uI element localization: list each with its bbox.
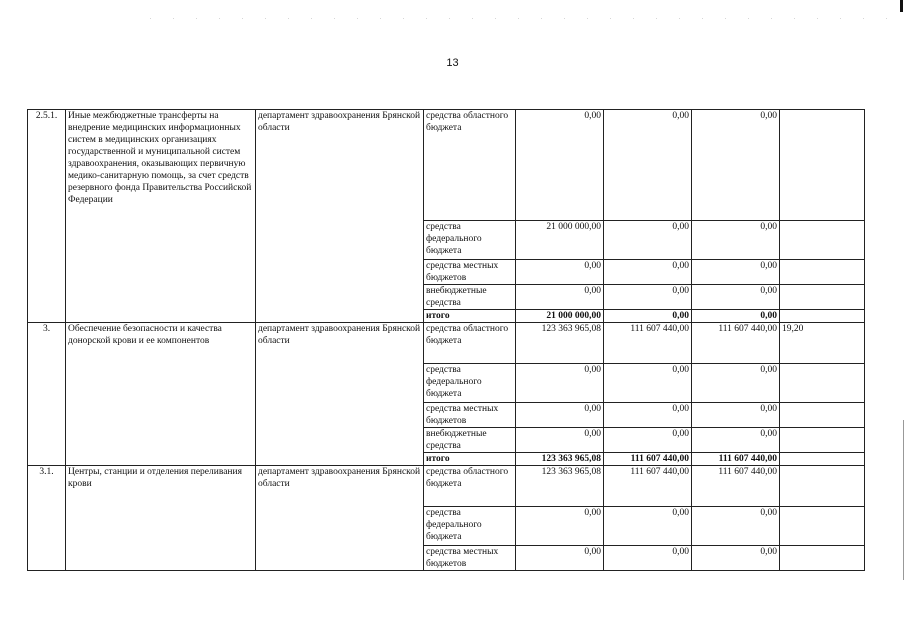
extra-cell	[780, 260, 865, 285]
scan-edge-line	[903, 420, 904, 580]
value-cell: 111 607 440,00	[692, 466, 780, 507]
value-cell: 0,00	[692, 285, 780, 310]
value-cell: 0,00	[692, 507, 780, 546]
value-cell: 0,00	[692, 546, 780, 571]
extra-cell: 19,20	[780, 323, 865, 364]
source-label: средства областного бюджета	[424, 466, 516, 507]
value-cell: 0,00	[516, 260, 604, 285]
value-cell: 0,00	[604, 546, 692, 571]
source-label: средства местных бюджетов	[424, 403, 516, 428]
total-value: 0,00	[692, 310, 780, 323]
measure-name: Иные межбюджетные трансферты на внедрение медицинских информационных систем в медицинских организациях государственной и муниципальной систем здравоохранения, оказывающих первичную медико-санитарную помощь, за счет средств резервного фонда Правительства Российской Федерации	[66, 110, 256, 323]
extra-cell	[780, 285, 865, 310]
extra-cell	[780, 364, 865, 403]
extra-cell	[780, 428, 865, 453]
extra-cell	[780, 110, 865, 221]
page-number: 13	[446, 57, 459, 69]
value-cell: 0,00	[692, 403, 780, 428]
total-value: 111 607 440,00	[692, 453, 780, 466]
scan-corner-mark	[900, 0, 903, 12]
row-code: 2.5.1.	[28, 110, 66, 323]
source-label: средства местных бюджетов	[424, 260, 516, 285]
measure-name: Обеспечение безопасности и качества донорской крови и ее компонентов	[66, 323, 256, 466]
extra-cell	[780, 507, 865, 546]
extra-cell	[780, 546, 865, 571]
executor: департамент здравоохранения Брянской области	[256, 110, 424, 323]
value-cell: 123 363 965,08	[516, 466, 604, 507]
value-cell: 0,00	[516, 546, 604, 571]
extra-cell	[780, 221, 865, 260]
measure-name: Центры, станции и отделения переливания крови	[66, 466, 256, 571]
executor: департамент здравоохранения Брянской области	[256, 466, 424, 571]
value-cell: 0,00	[516, 285, 604, 310]
value-cell: 0,00	[604, 110, 692, 221]
value-cell: 111 607 440,00	[604, 466, 692, 507]
source-label: средства федерального бюджета	[424, 507, 516, 546]
scan-noise	[150, 18, 890, 19]
row-code: 3.1.	[28, 466, 66, 571]
row-code: 3.	[28, 323, 66, 466]
value-cell: 0,00	[604, 507, 692, 546]
executor: департамент здравоохранения Брянской области	[256, 323, 424, 466]
source-label: средства областного бюджета	[424, 110, 516, 221]
total-value: 0,00	[604, 310, 692, 323]
value-cell: 21 000 000,00	[516, 221, 604, 260]
value-cell: 0,00	[604, 221, 692, 260]
total-value: 123 363 965,08	[516, 453, 604, 466]
value-cell: 0,00	[692, 260, 780, 285]
value-cell: 0,00	[604, 260, 692, 285]
value-cell: 123 363 965,08	[516, 323, 604, 364]
value-cell: 0,00	[604, 428, 692, 453]
source-label: средства федерального бюджета	[424, 221, 516, 260]
value-cell: 0,00	[516, 507, 604, 546]
total-label: итого	[424, 453, 516, 466]
value-cell: 111 607 440,00	[692, 323, 780, 364]
source-label: внебюджетные средства	[424, 428, 516, 453]
table-row	[28, 323, 865, 364]
value-cell: 0,00	[692, 110, 780, 221]
extra-cell	[780, 310, 865, 323]
source-label: средства федерального бюджета	[424, 364, 516, 403]
value-cell: 111 607 440,00	[604, 323, 692, 364]
value-cell: 0,00	[516, 403, 604, 428]
source-label: средства местных бюджетов	[424, 546, 516, 571]
table-row	[28, 110, 865, 221]
total-value: 111 607 440,00	[604, 453, 692, 466]
total-label: итого	[424, 310, 516, 323]
value-cell: 0,00	[604, 403, 692, 428]
value-cell: 0,00	[692, 364, 780, 403]
source-label: средства областного бюджета	[424, 323, 516, 364]
extra-cell	[780, 453, 865, 466]
value-cell: 0,00	[516, 364, 604, 403]
value-cell: 0,00	[516, 428, 604, 453]
total-value: 21 000 000,00	[516, 310, 604, 323]
budget-table	[27, 109, 865, 571]
value-cell: 0,00	[692, 428, 780, 453]
table-row	[28, 466, 865, 507]
value-cell: 0,00	[604, 364, 692, 403]
extra-cell	[780, 403, 865, 428]
value-cell: 0,00	[516, 110, 604, 221]
value-cell: 0,00	[692, 221, 780, 260]
extra-cell	[780, 466, 865, 507]
source-label: внебюджетные средства	[424, 285, 516, 310]
value-cell: 0,00	[604, 285, 692, 310]
